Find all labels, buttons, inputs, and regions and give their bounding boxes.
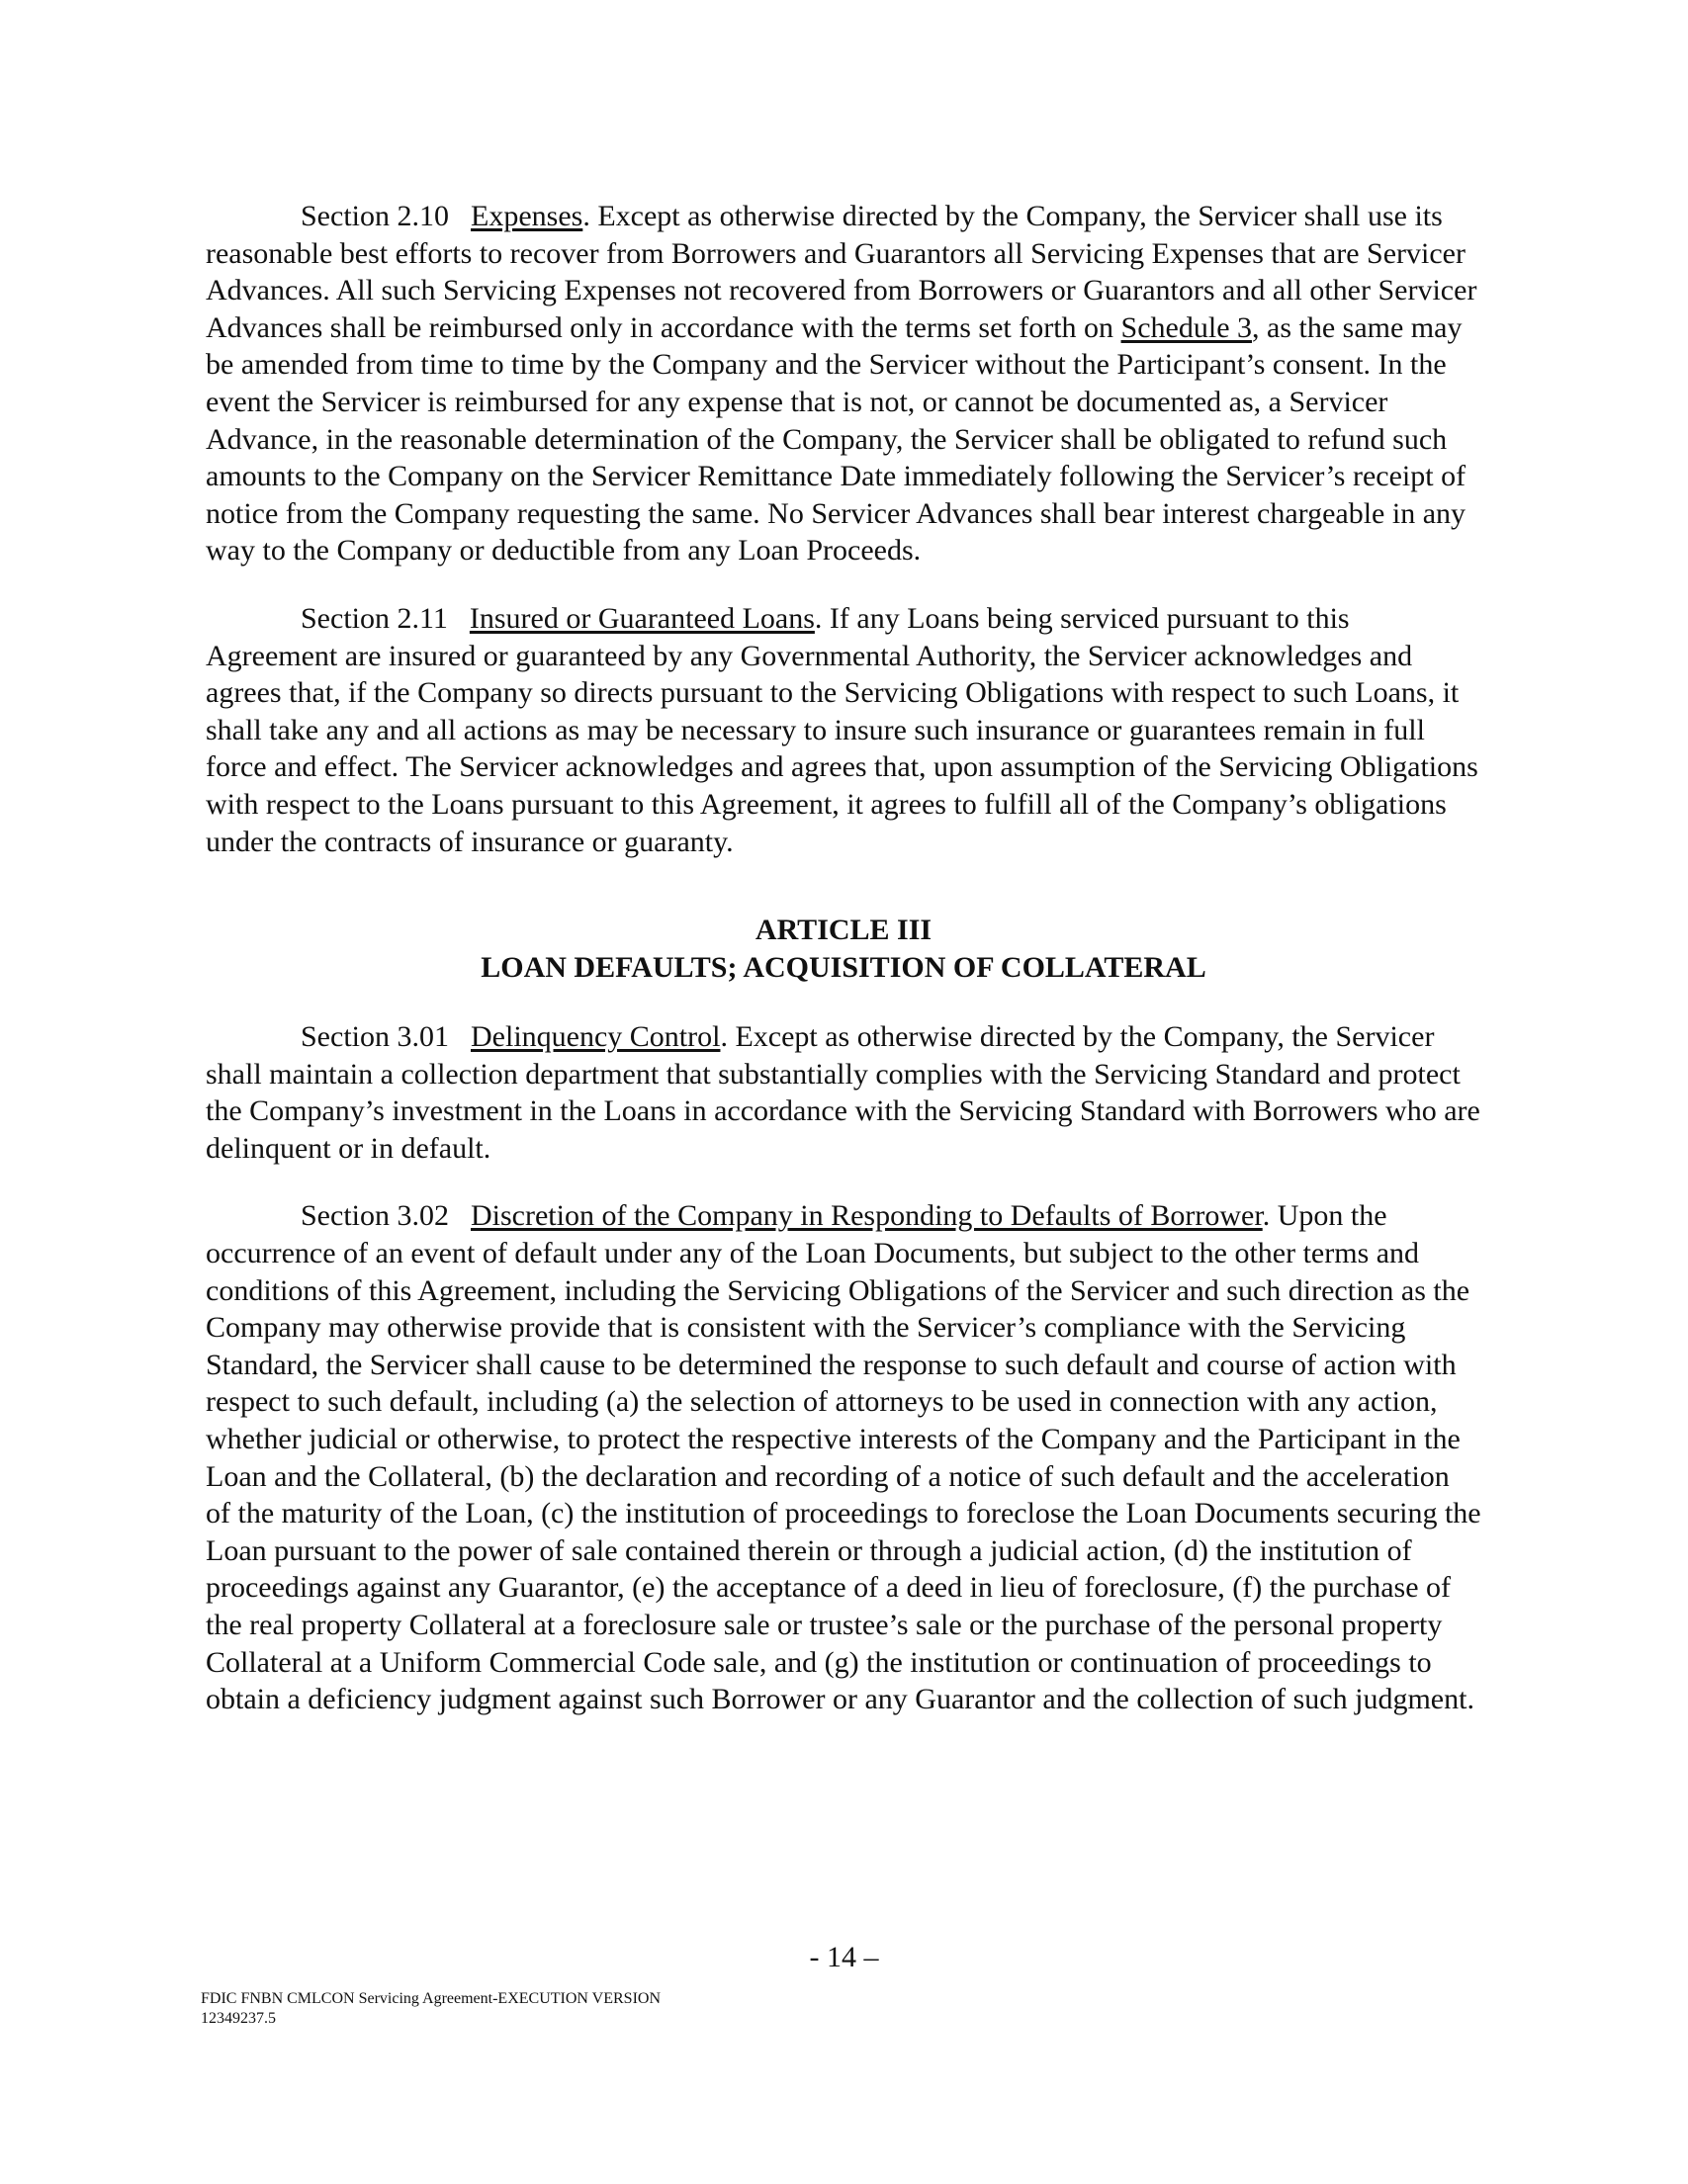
- section-text: . If any Loans being serviced pursuant to this Agreement are insured or guaranteed by any Governmental Authority, the Servicer acknowledges and agrees that, if the Company so directs pursuant to the Servicing Obligations with respect to such Loans, it shall take any and all actions as may be necessary to insure such insurance or guarantees remain in full force and effect. The Servicer acknowledges and agrees that, upon assumption of the Servicing Obligations with respect to the Loans pursuant to this Agreement, it agrees to fulfill all of the Company’s obligations under the contracts of insurance or guaranty.: [206, 601, 1478, 858]
- section-text: . Except as otherwise directed by the Company, the Servicer shall maintain a collection department that substantially complies with the Servicing Standard and protect the Company’s investment in the Loans in accordance with the Servicing Standard with Borrowers who are delinquent or in default.: [206, 1020, 1480, 1165]
- footer-doc-id: 12349237.5: [201, 2010, 276, 2027]
- article-number: ARTICLE III: [755, 914, 933, 947]
- article-title: LOAN DEFAULTS; ACQUISITION OF COLLATERAL: [481, 951, 1206, 985]
- section-number: Section 3.02: [301, 1199, 449, 1233]
- section-3-02: [206, 1197, 1481, 1717]
- schedule-reference: Schedule 3: [1120, 310, 1253, 344]
- document-body: [206, 198, 1481, 1749]
- section-text-continued: , as the same may be amended from time to time by the Company and the Servicer without the Participant’s consent. In the event the Servicer is reimbursed for any expense that is not, or cannot be documented as, a Servicer Advance, in the reasonable determination of the Company, the Servicer shall be obligated to refund such amounts to the Company on the Servicer Remittance Date immediately following the Servicer’s receipt of notice from the Company requesting the same. No Servicer Advances shall bear interest chargeable in any way to the Company or deductible from any Loan Proceeds.: [206, 310, 1466, 568]
- section-2-10: [206, 198, 1481, 569]
- section-number: Section 2.11: [301, 601, 448, 635]
- section-number: Section 3.01: [301, 1020, 449, 1054]
- section-title: Discretion of the Company in Responding to Defaults of Borrower: [471, 1199, 1263, 1233]
- section-title: Expenses: [471, 200, 583, 232]
- document-footer: [201, 1989, 661, 2029]
- section-2-11: [206, 600, 1481, 860]
- article-heading: [206, 912, 1481, 987]
- section-number: Section 2.10: [301, 200, 449, 232]
- page-number: - 14 –: [809, 1941, 879, 1973]
- section-title: Insured or Guaranteed Loans: [469, 601, 815, 635]
- section-text: . Upon the occurrence of an event of default under any of the Loan Documents, but subject to the other terms and conditions of this Agreement, including the Servicing Obligations of the Servicer and such direction as the Company may otherwise provide that is consistent with the Servicer’s compliance with the Servicing Standard, the Servicer shall cause to be determined the response to such default and course of action with respect to such default, including (a) the selection of attorneys to be used in connection with any action, whether judicial or otherwise, to protect the respective interests of the Company and the Participant in the Loan and the Collateral, (b) the declaration and recording of a notice of such default and the acceleration of the maturity of the Loan, (c) the institution of proceedings to foreclose the Loan Documents securing the Loan pursuant to the power of sale contained therein or through a judicial action, (d) the institution of proceedings against any Guarantor, (e) the acceptance of a deed in lieu of foreclosure, (f) the purchase of the real property Collateral at a foreclosure sale or trustee’s sale or the purchase of the personal property Collateral at a Uniform Commercial Code sale, and (g) the institution or continuation of proceedings to obtain a deficiency judgment against such Borrower or any Guarantor and the collection of such judgment.: [206, 1199, 1481, 1716]
- footer-title: FDIC FNBN CMLCON Servicing Agreement-EXECUTION VERSION: [201, 1990, 662, 2007]
- section-text: . Except as otherwise directed by the Company, the Servicer shall use its reasonable best efforts to recover from Borrowers and Guarantors all Servicing Expenses that are Servicer Advances. All such Servicing Expenses not recovered from Borrowers or Guarantors and all other Servicer Advances shall be reimbursed only in accordance with the terms set forth on: [206, 200, 1477, 344]
- section-3-01: [206, 1018, 1481, 1167]
- section-title: Delinquency Control: [471, 1020, 721, 1054]
